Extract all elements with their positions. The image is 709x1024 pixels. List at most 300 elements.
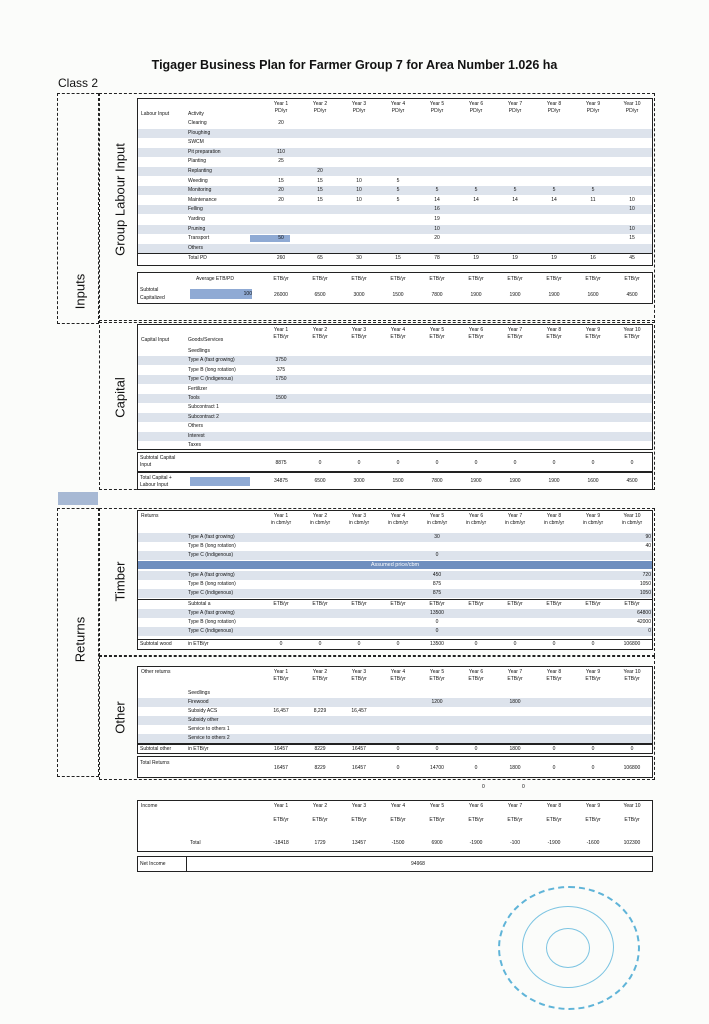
etb-unit: ETB/yr: [273, 601, 289, 607]
year-header: Year 6: [468, 101, 484, 107]
labour-cell: 25: [278, 158, 284, 165]
labour-cell: 14: [551, 196, 557, 203]
other-subtotal-label: Subtotal other: [140, 746, 172, 752]
labour-cell: 45: [629, 255, 635, 262]
year-header: Year 4: [390, 669, 406, 675]
capital-subtotal-cell: 0: [396, 460, 400, 466]
unit-header: ETB/yr: [273, 817, 289, 823]
year-header: Year 3: [351, 669, 367, 675]
income-total-cell: -18418: [273, 840, 289, 846]
timber-y5: 875: [432, 590, 442, 596]
year-header: Year 2: [312, 803, 328, 809]
capital-row: [138, 441, 652, 450]
etb-unit: ETB/yr: [546, 276, 562, 282]
capital-subtotal-cell: 0: [357, 460, 361, 466]
timber-y10: 64800: [637, 610, 651, 616]
income-total-cell: -1900: [469, 840, 483, 846]
labour-cell: 15: [629, 235, 635, 242]
timber-row-label: Type A (fast growing): [188, 610, 235, 616]
other-total-cell: 16457: [352, 765, 366, 771]
etb-unit: ETB/yr: [468, 601, 484, 607]
unit-header: ETB/yr: [624, 817, 640, 823]
capital-total-table: [137, 472, 653, 490]
other-total-cell: 14700: [430, 765, 444, 771]
timber-y10: 0: [648, 628, 651, 634]
labour-subtotal-cell: 1900: [470, 292, 482, 298]
year-header: Year 10: [623, 669, 641, 675]
other-row: [138, 689, 652, 698]
labour-row-label: Planting: [188, 158, 207, 165]
year-header: Year 8: [546, 327, 562, 333]
capital-row: [138, 366, 652, 375]
labour-cell: 5: [552, 187, 556, 194]
capital-total-cell: 4500: [626, 478, 638, 484]
labour-cell: 20: [278, 120, 284, 126]
year-header: Year 3: [351, 101, 367, 107]
year-header: Year 10: [623, 101, 641, 107]
other-subtotal-cell: 0: [552, 746, 556, 752]
capital-cell: 1500: [275, 395, 287, 401]
labour-subtotal-cell: 1500: [392, 292, 404, 298]
labour-row: [138, 129, 652, 138]
labour-col1: Labour Input: [141, 111, 170, 117]
separator-block: [58, 492, 98, 505]
labour-cell: 15: [317, 196, 323, 203]
timber-subtotal-cell: 106800: [623, 641, 641, 647]
subtotal-capitalized-label: Subtotal Capitalized: [140, 287, 165, 301]
labour-subtotal-cell: 1600: [587, 292, 599, 298]
timber-y5: 0: [435, 552, 439, 558]
etb-unit: ETB/yr: [429, 276, 445, 282]
timber-subtotal-cell: 0: [474, 641, 478, 647]
capital-subtotal-cell: 0: [435, 460, 439, 466]
year-header: Year 8: [546, 803, 562, 809]
unit-header: ETB/yr: [468, 334, 484, 340]
unit-header: ETB/yr: [390, 817, 406, 823]
other-total-cell: 0: [591, 765, 595, 771]
year-header: Year 8: [546, 101, 562, 107]
timber-row-label: Type B (long rotation): [188, 619, 236, 625]
other-total-cell: 0: [552, 765, 556, 771]
capital-row: [138, 432, 652, 441]
net-income-table: [137, 856, 653, 872]
timber-vol_rows-row: [138, 533, 652, 542]
net-income-value: 94968: [411, 861, 425, 867]
group-labour-label: Group Labour Input: [112, 143, 128, 256]
labour-row: [138, 253, 652, 263]
year-header: Year 1: [273, 101, 289, 107]
year-header: Year 9: [585, 669, 601, 675]
timber-subtotal-cell: 0: [318, 641, 322, 647]
year-header: Year 5: [429, 327, 445, 333]
year-header: Year 6: [468, 327, 484, 333]
other-row: [138, 716, 652, 725]
other-row-label: Subsidy ACS: [188, 708, 218, 714]
capital-cell: 375: [276, 366, 286, 373]
labour-cell: 15: [317, 177, 323, 184]
year-header: Year 7: [507, 803, 523, 809]
capital-col1: Capital Input: [141, 337, 170, 343]
timber-y5: 13500: [430, 610, 444, 616]
unit-header: PD/yr: [430, 108, 444, 114]
net-income-label: Net Income: [140, 861, 166, 867]
other-cell: 1200: [431, 699, 443, 705]
timber-row-label: Type A (fast growing): [188, 572, 235, 578]
year-header: Year 7: [507, 669, 523, 675]
capital-subtotal-cell: 0: [474, 460, 478, 466]
other-subtotal-cell: 0: [474, 746, 478, 752]
unit-header: in cbm/yr: [543, 520, 565, 526]
timber-y10: 40: [645, 543, 651, 549]
unit-header: in cbm/yr: [582, 520, 604, 526]
timber-price_rows-row: [138, 580, 652, 589]
capital-row-label: Tools: [188, 395, 200, 401]
other-row-label: Firewood: [188, 699, 209, 705]
other-row-label: Service to others 1: [188, 726, 230, 732]
capital-total-cell: 1900: [548, 478, 560, 484]
other-subtotal-table: [137, 744, 653, 754]
labour-cell: 260: [276, 255, 286, 262]
labour-table: [137, 98, 653, 266]
labour-cell: 5: [435, 187, 439, 194]
timber-subtotal-cell: 13500: [430, 641, 444, 647]
unit-header: in cbm/yr: [309, 520, 331, 526]
timber-price_rows-row: [138, 571, 652, 580]
year-header: Year 3: [351, 803, 367, 809]
unit-header: ETB/yr: [273, 334, 289, 340]
labour-cell: 14: [434, 196, 440, 203]
capital-row-label: Others: [188, 423, 204, 430]
labour-row: [138, 138, 652, 147]
other-row: [138, 707, 652, 716]
capital-row-label: Subcontract 1: [188, 404, 219, 411]
unit-header: in cbm/yr: [426, 520, 448, 526]
income-total-cell: -1900: [547, 840, 561, 846]
unit-header: ETB/yr: [351, 676, 367, 682]
other-cell: 1800: [509, 699, 521, 705]
avg-label: Average ETB/PD: [196, 276, 234, 282]
labour-row-label: Clearing: [188, 120, 207, 126]
unit-header: ETB/yr: [468, 817, 484, 823]
unit-header: PD/yr: [508, 108, 522, 114]
labour-row: [138, 157, 652, 166]
labour-cell: 16: [590, 255, 596, 262]
returns-label: Returns: [72, 616, 88, 663]
year-header: Year 2: [312, 669, 328, 675]
year-header: Year 8: [546, 513, 562, 519]
timber-y10: 1050: [639, 590, 651, 596]
capital-row: [138, 394, 652, 403]
income-total-cell: 1729: [314, 840, 326, 846]
timber-y5: 450: [432, 572, 442, 578]
other-table: [137, 666, 653, 744]
timber-row-label: Type C (Indigenous): [188, 628, 234, 634]
year-header: Year 4: [390, 513, 406, 519]
labour-cell: 20: [278, 196, 284, 203]
capital-row: [138, 347, 652, 356]
labour-cell: 15: [395, 255, 401, 262]
other-cell: 8,229: [313, 708, 327, 714]
labour-subtotal-cell: 1900: [509, 292, 521, 298]
other-row-label: Service to others 2: [188, 735, 230, 741]
etb-unit: ETB/yr: [507, 601, 523, 607]
etb-unit: ETB/yr: [585, 276, 601, 282]
other-row: [138, 698, 652, 707]
labour-row: [138, 196, 652, 205]
other-subtotal-unit: in ETB/yr: [188, 746, 209, 752]
year-header: Year 1: [273, 669, 289, 675]
year-header: Year 7: [507, 101, 523, 107]
capital-row-label: Subcontract 2: [188, 413, 219, 420]
income-total-cell: 13457: [352, 840, 366, 846]
capital-subtotal-cell: 0: [591, 460, 595, 466]
year-header: Year 6: [468, 803, 484, 809]
other-row: [138, 725, 652, 734]
timber-subtotal-cell: 0: [279, 641, 283, 647]
labour-row: [138, 234, 652, 243]
etb-unit: ETB/yr: [585, 601, 601, 607]
capital-subtotal-table: [137, 452, 653, 472]
other-total-cell: 0: [396, 765, 400, 771]
returns-total-table: [137, 756, 653, 778]
unit-header: ETB/yr: [507, 334, 523, 340]
capital-row: [138, 356, 652, 365]
year-header: Year 4: [390, 101, 406, 107]
capital-total-cell: 1900: [470, 478, 482, 484]
other-subtotal-cell: 16457: [274, 746, 288, 752]
labour-cell: 14: [473, 196, 479, 203]
capital-row-label: Type A (fast growing): [188, 357, 235, 364]
capital-cell: 1750: [275, 376, 287, 383]
year-header: Year 10: [623, 327, 641, 333]
labour-subtotal-cell: 6500: [314, 292, 326, 298]
capital-total-cell: 1600: [587, 478, 599, 484]
subtotal-wood-unit: in ETB/yr: [188, 641, 209, 647]
income-total-cell: 102300: [623, 840, 641, 846]
unit-header: ETB/yr: [390, 676, 406, 682]
labour-subtotal-table: [137, 272, 653, 304]
timber-row-label: Type B (long rotation): [188, 543, 236, 549]
labour-cell: 50: [278, 235, 284, 242]
timber-vol_rows-row: [138, 542, 652, 551]
timber-y10: 90: [645, 534, 651, 540]
other-row-label: Seedlings: [188, 690, 210, 696]
unit-header: ETB/yr: [546, 334, 562, 340]
unit-header: ETB/yr: [273, 676, 289, 682]
etb-unit: ETB/yr: [390, 601, 406, 607]
income-table: [137, 800, 653, 852]
year-header: Year 4: [390, 803, 406, 809]
capital-subtotal-cell: 0: [513, 460, 517, 466]
income-total-label: Total: [190, 840, 201, 846]
unit-header: PD/yr: [391, 108, 405, 114]
year-header: Year 5: [429, 513, 445, 519]
labour-row: [138, 225, 652, 234]
labour-row-label: Weeding: [188, 177, 208, 184]
etb-unit: ETB/yr: [546, 601, 562, 607]
unit-header: ETB/yr: [351, 817, 367, 823]
labour-cell: 11: [590, 196, 596, 203]
capital-row-label: Type B (long rotation): [188, 366, 236, 373]
other-subtotal-cell: 1800: [509, 746, 521, 752]
labour-row-label: SWCM: [188, 139, 204, 146]
capital-total-label: Total Capital + Labour Input: [140, 475, 172, 488]
unit-header: ETB/yr: [429, 334, 445, 340]
year-header: Year 9: [585, 327, 601, 333]
year-header: Year 8: [546, 669, 562, 675]
other-subtotal-cell: 0: [591, 746, 595, 752]
unit-header: ETB/yr: [585, 676, 601, 682]
labour-cell: 78: [434, 255, 440, 262]
labour-cell: 65: [317, 255, 323, 262]
capital-row-label: Seedlings: [188, 348, 210, 354]
timber-row-label: Type A (fast growing): [188, 534, 235, 540]
capital-total-cell: 1500: [392, 478, 404, 484]
timber-y10: 42000: [637, 619, 651, 625]
etb-unit: ETB/yr: [273, 276, 289, 282]
labour-subtotal-cell: 4500: [626, 292, 638, 298]
capital-subtotal-cell: 0: [630, 460, 634, 466]
year-header: Year 9: [585, 101, 601, 107]
labour-row: [138, 167, 652, 176]
other-total-cell: 8229: [314, 765, 326, 771]
labour-row-label: Monitoring: [188, 187, 212, 194]
year-header: Year 2: [312, 327, 328, 333]
capital-subtotal-cell: 8875: [275, 460, 287, 466]
year-header: Year 5: [429, 101, 445, 107]
other-label: Other: [112, 701, 128, 734]
other-subtotal-cell: 0: [630, 746, 634, 752]
year-header: Year 10: [623, 803, 641, 809]
capital-col2: Goods/Services: [188, 337, 224, 343]
timber-y5: 0: [435, 619, 439, 625]
year-header: Year 5: [429, 669, 445, 675]
labour-subtotal-cell: 26000: [274, 292, 288, 298]
timber-col1: Returns: [141, 513, 159, 519]
labour-cell: 10: [629, 206, 635, 213]
labour-cell: 19: [551, 255, 557, 262]
income-total-cell: -1600: [586, 840, 600, 846]
other-subtotal-cell: 16457: [352, 746, 366, 752]
labour-cell: 20: [434, 235, 440, 242]
timber-val_rows-row: [138, 609, 652, 618]
timber-subtotal-cell: 0: [396, 641, 400, 647]
labour-row-label: Maintenance: [188, 196, 217, 203]
year-header: Year 3: [351, 327, 367, 333]
unit-header: ETB/yr: [429, 676, 445, 682]
year-header: Year 2: [312, 513, 328, 519]
unit-header: in cbm/yr: [621, 520, 643, 526]
labour-cell: 110: [277, 148, 285, 155]
other-total-cell: 106800: [623, 765, 641, 771]
labour-cell: 10: [356, 177, 362, 184]
capital-total-cell: 7800: [431, 478, 443, 484]
income-total-row: [138, 839, 652, 848]
timber-subtotal-row: [138, 639, 652, 649]
labour-subtotal-cell: 3000: [353, 292, 365, 298]
labour-row-label: Others: [188, 244, 204, 251]
labour-subtotal-cell: 7800: [431, 292, 443, 298]
page-title: Tigager Business Plan for Farmer Group 7 for Area Number 1.026 ha: [151, 58, 558, 72]
capital-total-cell: 3000: [353, 478, 365, 484]
inputs-label: Inputs: [72, 273, 88, 310]
other-row-label: Subsidy other: [188, 717, 219, 723]
year-header: Year 7: [507, 327, 523, 333]
unit-header: in cbm/yr: [504, 520, 526, 526]
other-cell: 16,457: [273, 708, 289, 714]
labour-row: [138, 148, 652, 157]
capital-table: [137, 324, 653, 450]
unit-header: ETB/yr: [507, 817, 523, 823]
etb-unit: ETB/yr: [624, 601, 640, 607]
labour-cell: 19: [434, 216, 440, 222]
labour-cell: 20: [317, 168, 323, 174]
labour-cell: 5: [513, 187, 517, 194]
other-subtotal-cell: 8229: [314, 746, 326, 752]
unit-header: in cbm/yr: [465, 520, 487, 526]
year-header: Year 6: [468, 513, 484, 519]
capital-total-cell: 34875: [274, 478, 288, 484]
unit-header: PD/yr: [547, 108, 561, 114]
etb-unit: ETB/yr: [624, 276, 640, 282]
etb-unit: ETB/yr: [312, 601, 328, 607]
avg-value: 100: [190, 289, 252, 299]
labour-cell: 15: [317, 187, 323, 194]
etb-unit: ETB/yr: [390, 276, 406, 282]
unit-header: in cbm/yr: [387, 520, 409, 526]
income-total-cell: -1500: [391, 840, 405, 846]
timber-row-label: Type C (Indigenous): [188, 552, 234, 558]
assumed-price-band: Assumed price/cbm: [138, 561, 652, 569]
capital-label: Capital: [112, 377, 128, 418]
timber-table: [137, 510, 653, 650]
subtotal-wood-label: Subtotal wood: [140, 641, 172, 647]
income-total-cell: -100: [509, 840, 520, 846]
labour-row: [138, 244, 652, 253]
unit-header: ETB/yr: [390, 334, 406, 340]
year-header: Year 7: [507, 513, 523, 519]
unit-header: ETB/yr: [624, 334, 640, 340]
other-total-cell: 16457: [274, 765, 288, 771]
labour-row: [138, 119, 652, 128]
timber-y5: 0: [435, 628, 439, 634]
year-header: Year 2: [312, 101, 328, 107]
year-header: Year 9: [585, 513, 601, 519]
other-cell: 16,457: [351, 708, 367, 714]
other-col1: Other returns: [141, 669, 171, 675]
year-header: Year 6: [468, 669, 484, 675]
labour-row-label: Felling: [188, 206, 203, 213]
unit-header: PD/yr: [313, 108, 327, 114]
labour-cell: 5: [396, 196, 400, 203]
unit-header: in cbm/yr: [348, 520, 370, 526]
capital-row-label: Interest: [188, 432, 205, 439]
labour-cell: 30: [356, 255, 362, 262]
labour-row-label: Transport: [188, 235, 210, 242]
timber-y5: 30: [434, 534, 440, 540]
labour-cell: 15: [278, 177, 284, 184]
timber-vol_rows-row: [138, 551, 652, 560]
labour-row-label: Pruning: [188, 225, 206, 232]
labour-cell: 5: [396, 187, 400, 194]
year-header: Year 3: [351, 513, 367, 519]
unit-header: PD/yr: [274, 108, 288, 114]
unit-header: PD/yr: [625, 108, 639, 114]
timber-val_rows-row: [138, 627, 652, 636]
labour-row-label: Total PD: [188, 255, 207, 262]
unit-header: PD/yr: [352, 108, 366, 114]
timber-subtotal-cell: 0: [552, 641, 556, 647]
